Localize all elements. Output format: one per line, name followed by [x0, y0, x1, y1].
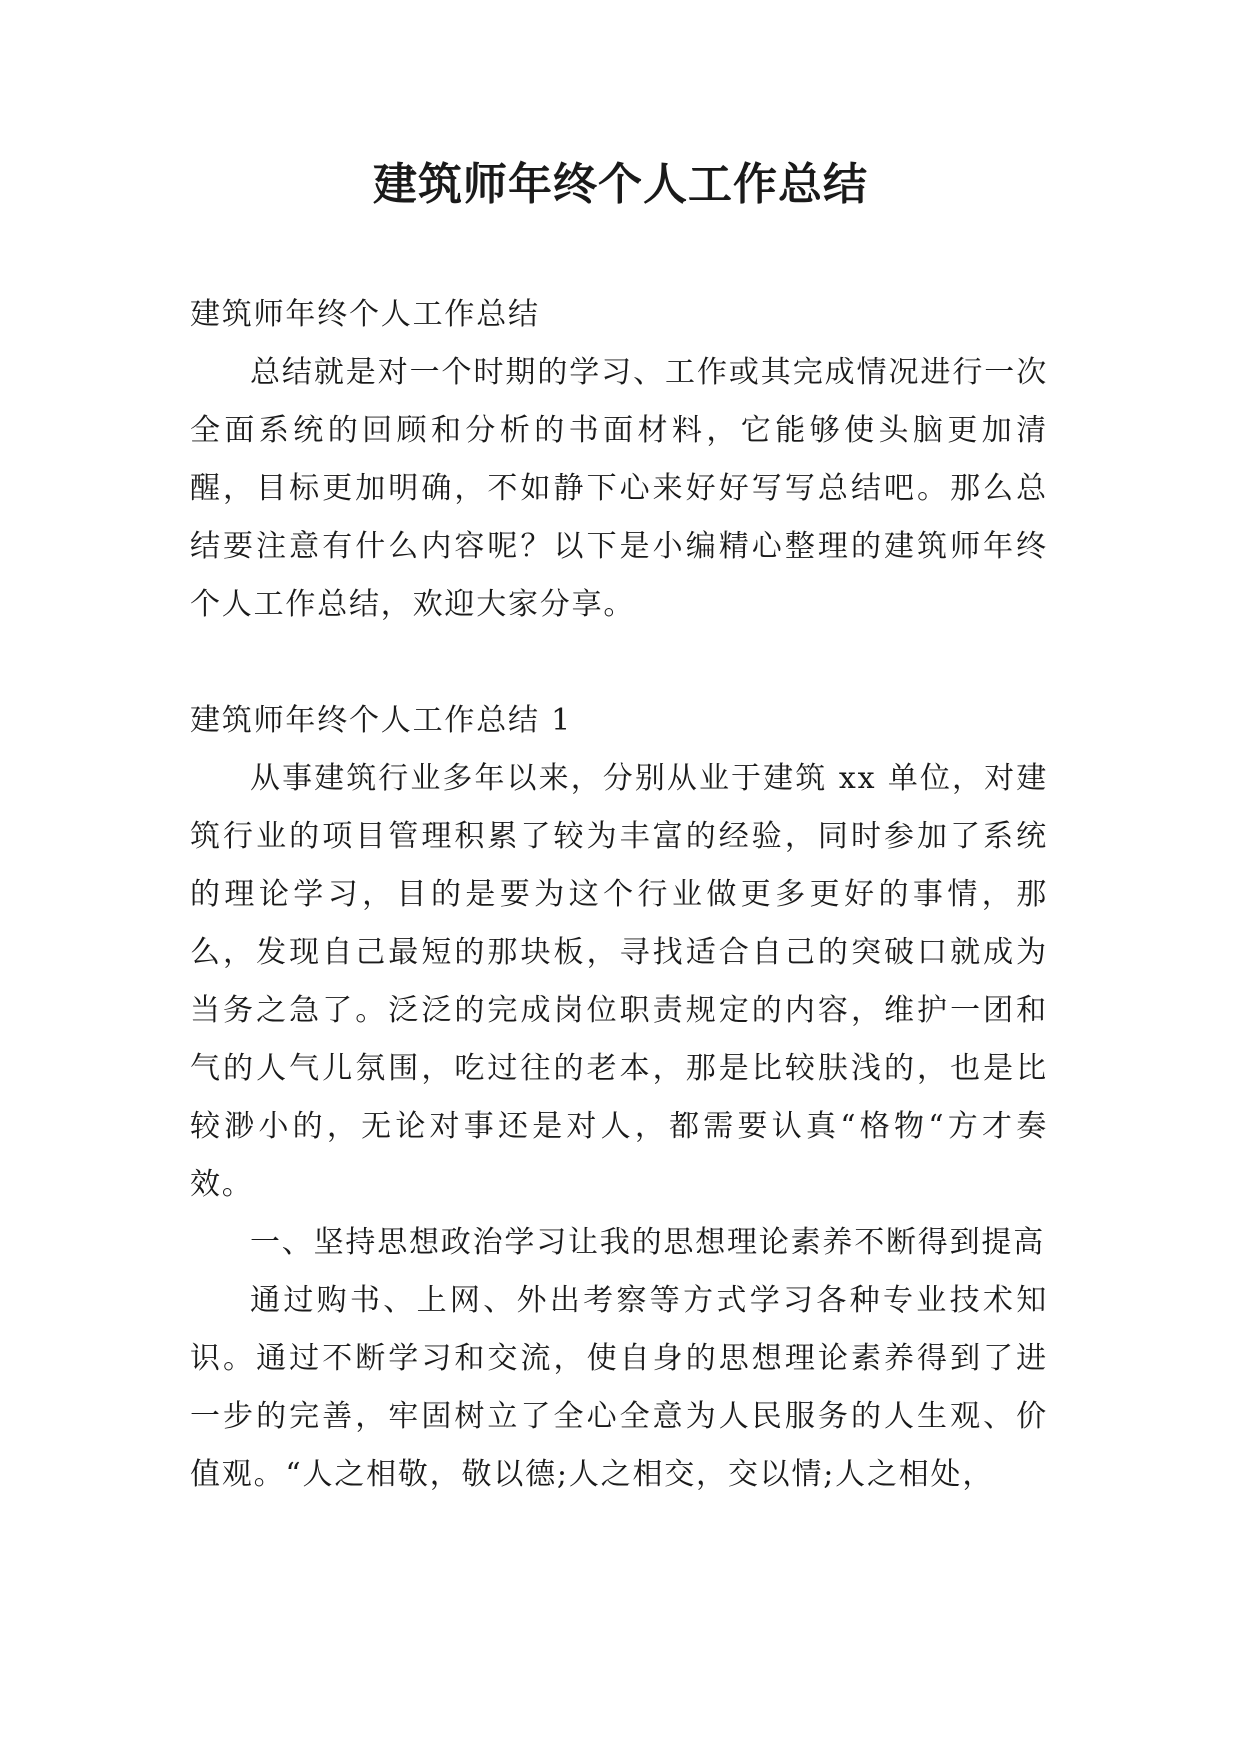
section-1-point-1: 一、坚持思想政治学习让我的思想理论素养不断得到提高	[250, 1225, 1045, 1260]
document-body	[190, 286, 1048, 1504]
document-title: 建筑师年终个人工作总结	[373, 159, 868, 210]
section-1-paragraph-1: 从事建筑行业多年以来，分别从业于建筑 xx 单位，对建筑行业的项目管理积累了较为丰富的经验，同时参加了系统的理论学习，目的是要为这个行业做更多更好的事情，那么，发现自己最短的那块板，寻找适合自己的突破口就成为当务之急了。泛泛的完成岗位职责规定的内容，维护一团和气的人气儿氛围，吃过往的老本，那是比较肤浅的，也是比较渺小的，无论对事还是对人，都需要认真“格物“方才奏效。	[190, 761, 1048, 1202]
section-spacer	[190, 634, 1048, 692]
section-1-paragraph-2: 通过购书、上网、外出考察等方式学习各种专业技术知识。通过不断学习和交流，使自身的思想理论素养得到了进一步的完善，牢固树立了全心全意为人民服务的人生观、价值观。“人之相敬，敬以德;人之相交，交以情;人之相处，	[190, 1283, 1048, 1492]
intro-paragraph: 总结就是对一个时期的学习、工作或其完成情况进行一次全面系统的回顾和分析的书面材料，它能够使头脑更加清醒，目标更加明确，不如静下心来好好写写总结吧。那么总结要注意有什么内容呢？以下是小编精心整理的建筑师年终个人工作总结，欢迎大家分享。	[190, 355, 1048, 622]
intro-heading: 建筑师年终个人工作总结	[190, 297, 540, 332]
section-1-heading: 建筑师年终个人工作总结 1	[190, 703, 573, 738]
